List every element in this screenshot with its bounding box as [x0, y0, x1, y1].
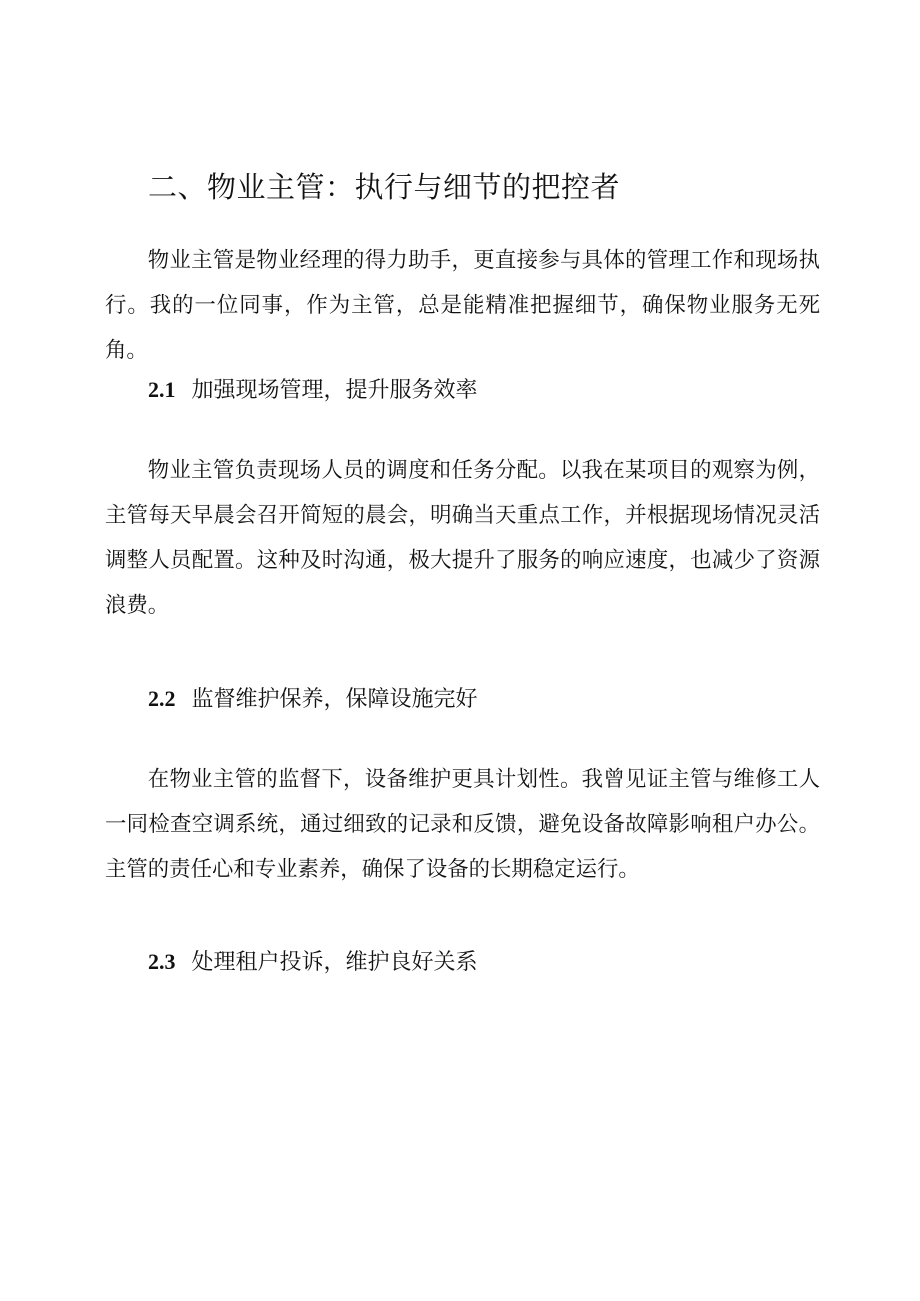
subsection-heading-2-3: [148, 945, 478, 980]
section-intro-paragraph: 物业主管是物业经理的得力助手，更直接参与具体的管理工作和现场执行。我的一位同事，作为主管，总是能精准把握细节，确保物业服务无死角。: [105, 248, 820, 363]
subsection-number: 2.2: [148, 686, 176, 711]
subsection-heading-2-2: [148, 682, 478, 717]
subsection-title: 加强现场管理，提升服务效率: [191, 378, 478, 403]
subsection-2-1-paragraph: 物业主管负责现场人员的调度和任务分配。以我在某项目的观察为例，主管每天早晨会召开简短的晨会，明确当天重点工作，并根据现场情况灵活调整人员配置。这种及时沟通，极大提升了服务的响应速度，也减少了资源浪费。: [105, 458, 820, 618]
subsection-heading-2-1: [148, 373, 478, 408]
subsection-title: 监督维护保养，保障设施完好: [191, 687, 478, 712]
subsection-number: 2.3: [148, 949, 176, 974]
subsection-title: 处理租户投诉，维护良好关系: [191, 950, 478, 975]
subsection-2-2-paragraph: 在物业主管的监督下，设备维护更具计划性。我曾见证主管与维修工人一同检查空调系统，通过细致的记录和反馈，避免设备故障影响租户办公。主管的责任心和专业素养，确保了设备的长期稳定运行。: [105, 767, 820, 882]
section-title: 二、物业主管：执行与细节的把控者: [148, 170, 621, 204]
subsection-number: 2.1: [148, 377, 176, 402]
